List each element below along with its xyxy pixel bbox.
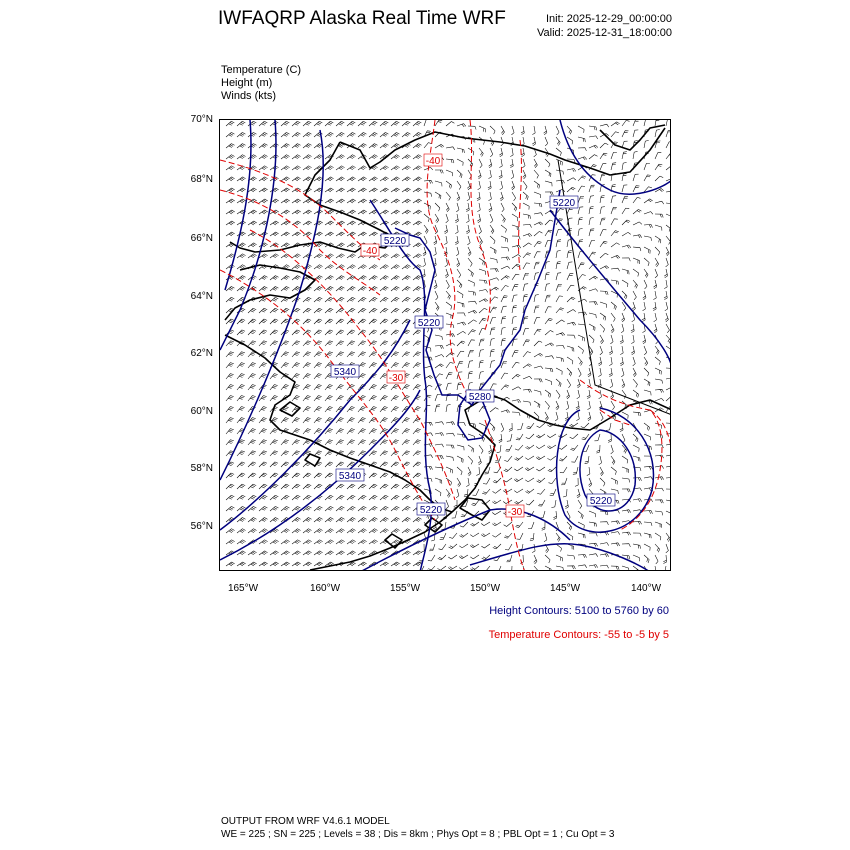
temperature-label: -40 bbox=[425, 156, 441, 167]
height-label: 5340 bbox=[338, 471, 362, 482]
lon-label: 150°W bbox=[469, 583, 501, 594]
map-canvas bbox=[220, 120, 671, 571]
lat-label: 60°N bbox=[190, 406, 213, 417]
lat-label: 58°N bbox=[190, 463, 213, 474]
lon-label: 165°W bbox=[227, 583, 259, 594]
lon-label: 160°W bbox=[309, 583, 341, 594]
temperature-label: -40 bbox=[362, 246, 378, 257]
temperature-label: -30 bbox=[388, 373, 404, 384]
height-label: 5280 bbox=[468, 392, 492, 403]
height-label: 5220 bbox=[383, 236, 407, 247]
lon-label: 155°W bbox=[389, 583, 421, 594]
map-panel bbox=[219, 119, 671, 571]
lat-label: 70°N bbox=[190, 114, 213, 125]
height-label: 5220 bbox=[552, 198, 576, 209]
map-title: IWFAQRP Alaska Real Time WRF bbox=[218, 8, 506, 29]
lat-label: 64°N bbox=[190, 291, 213, 302]
field-temperature: Temperature (C) bbox=[221, 64, 302, 76]
footer-model: OUTPUT FROM WRF V4.6.1 MODEL bbox=[221, 816, 390, 827]
height-label: 5220 bbox=[589, 496, 613, 507]
height-contours-note: Height Contours: 5100 to 5760 by 60 bbox=[489, 605, 669, 617]
footer-config: WE = 225 ; SN = 225 ; Levels = 38 ; Dis = 8km ; Phys Opt = 8 ; PBL Opt = 1 ; Cu Opt = 3 bbox=[221, 829, 615, 840]
lat-label: 56°N bbox=[190, 521, 213, 532]
lat-label: 68°N bbox=[190, 174, 213, 185]
valid-time: Valid: 2025-12-31_18:00:00 bbox=[537, 27, 672, 39]
lon-label: 140°W bbox=[630, 583, 662, 594]
height-label: 5220 bbox=[419, 505, 443, 516]
height-label: 5220 bbox=[417, 318, 441, 329]
lat-label: 66°N bbox=[190, 233, 213, 244]
field-winds: Winds (kts) bbox=[221, 90, 276, 102]
field-height: Height (m) bbox=[221, 77, 273, 89]
lon-label: 145°W bbox=[549, 583, 581, 594]
height-label: 5340 bbox=[333, 367, 357, 378]
lat-label: 62°N bbox=[190, 348, 213, 359]
init-time: Init: 2025-12-29_00:00:00 bbox=[546, 13, 672, 25]
temperature-contours-note: Temperature Contours: -55 to -5 by 5 bbox=[488, 629, 669, 641]
temperature-label: -30 bbox=[507, 507, 523, 518]
